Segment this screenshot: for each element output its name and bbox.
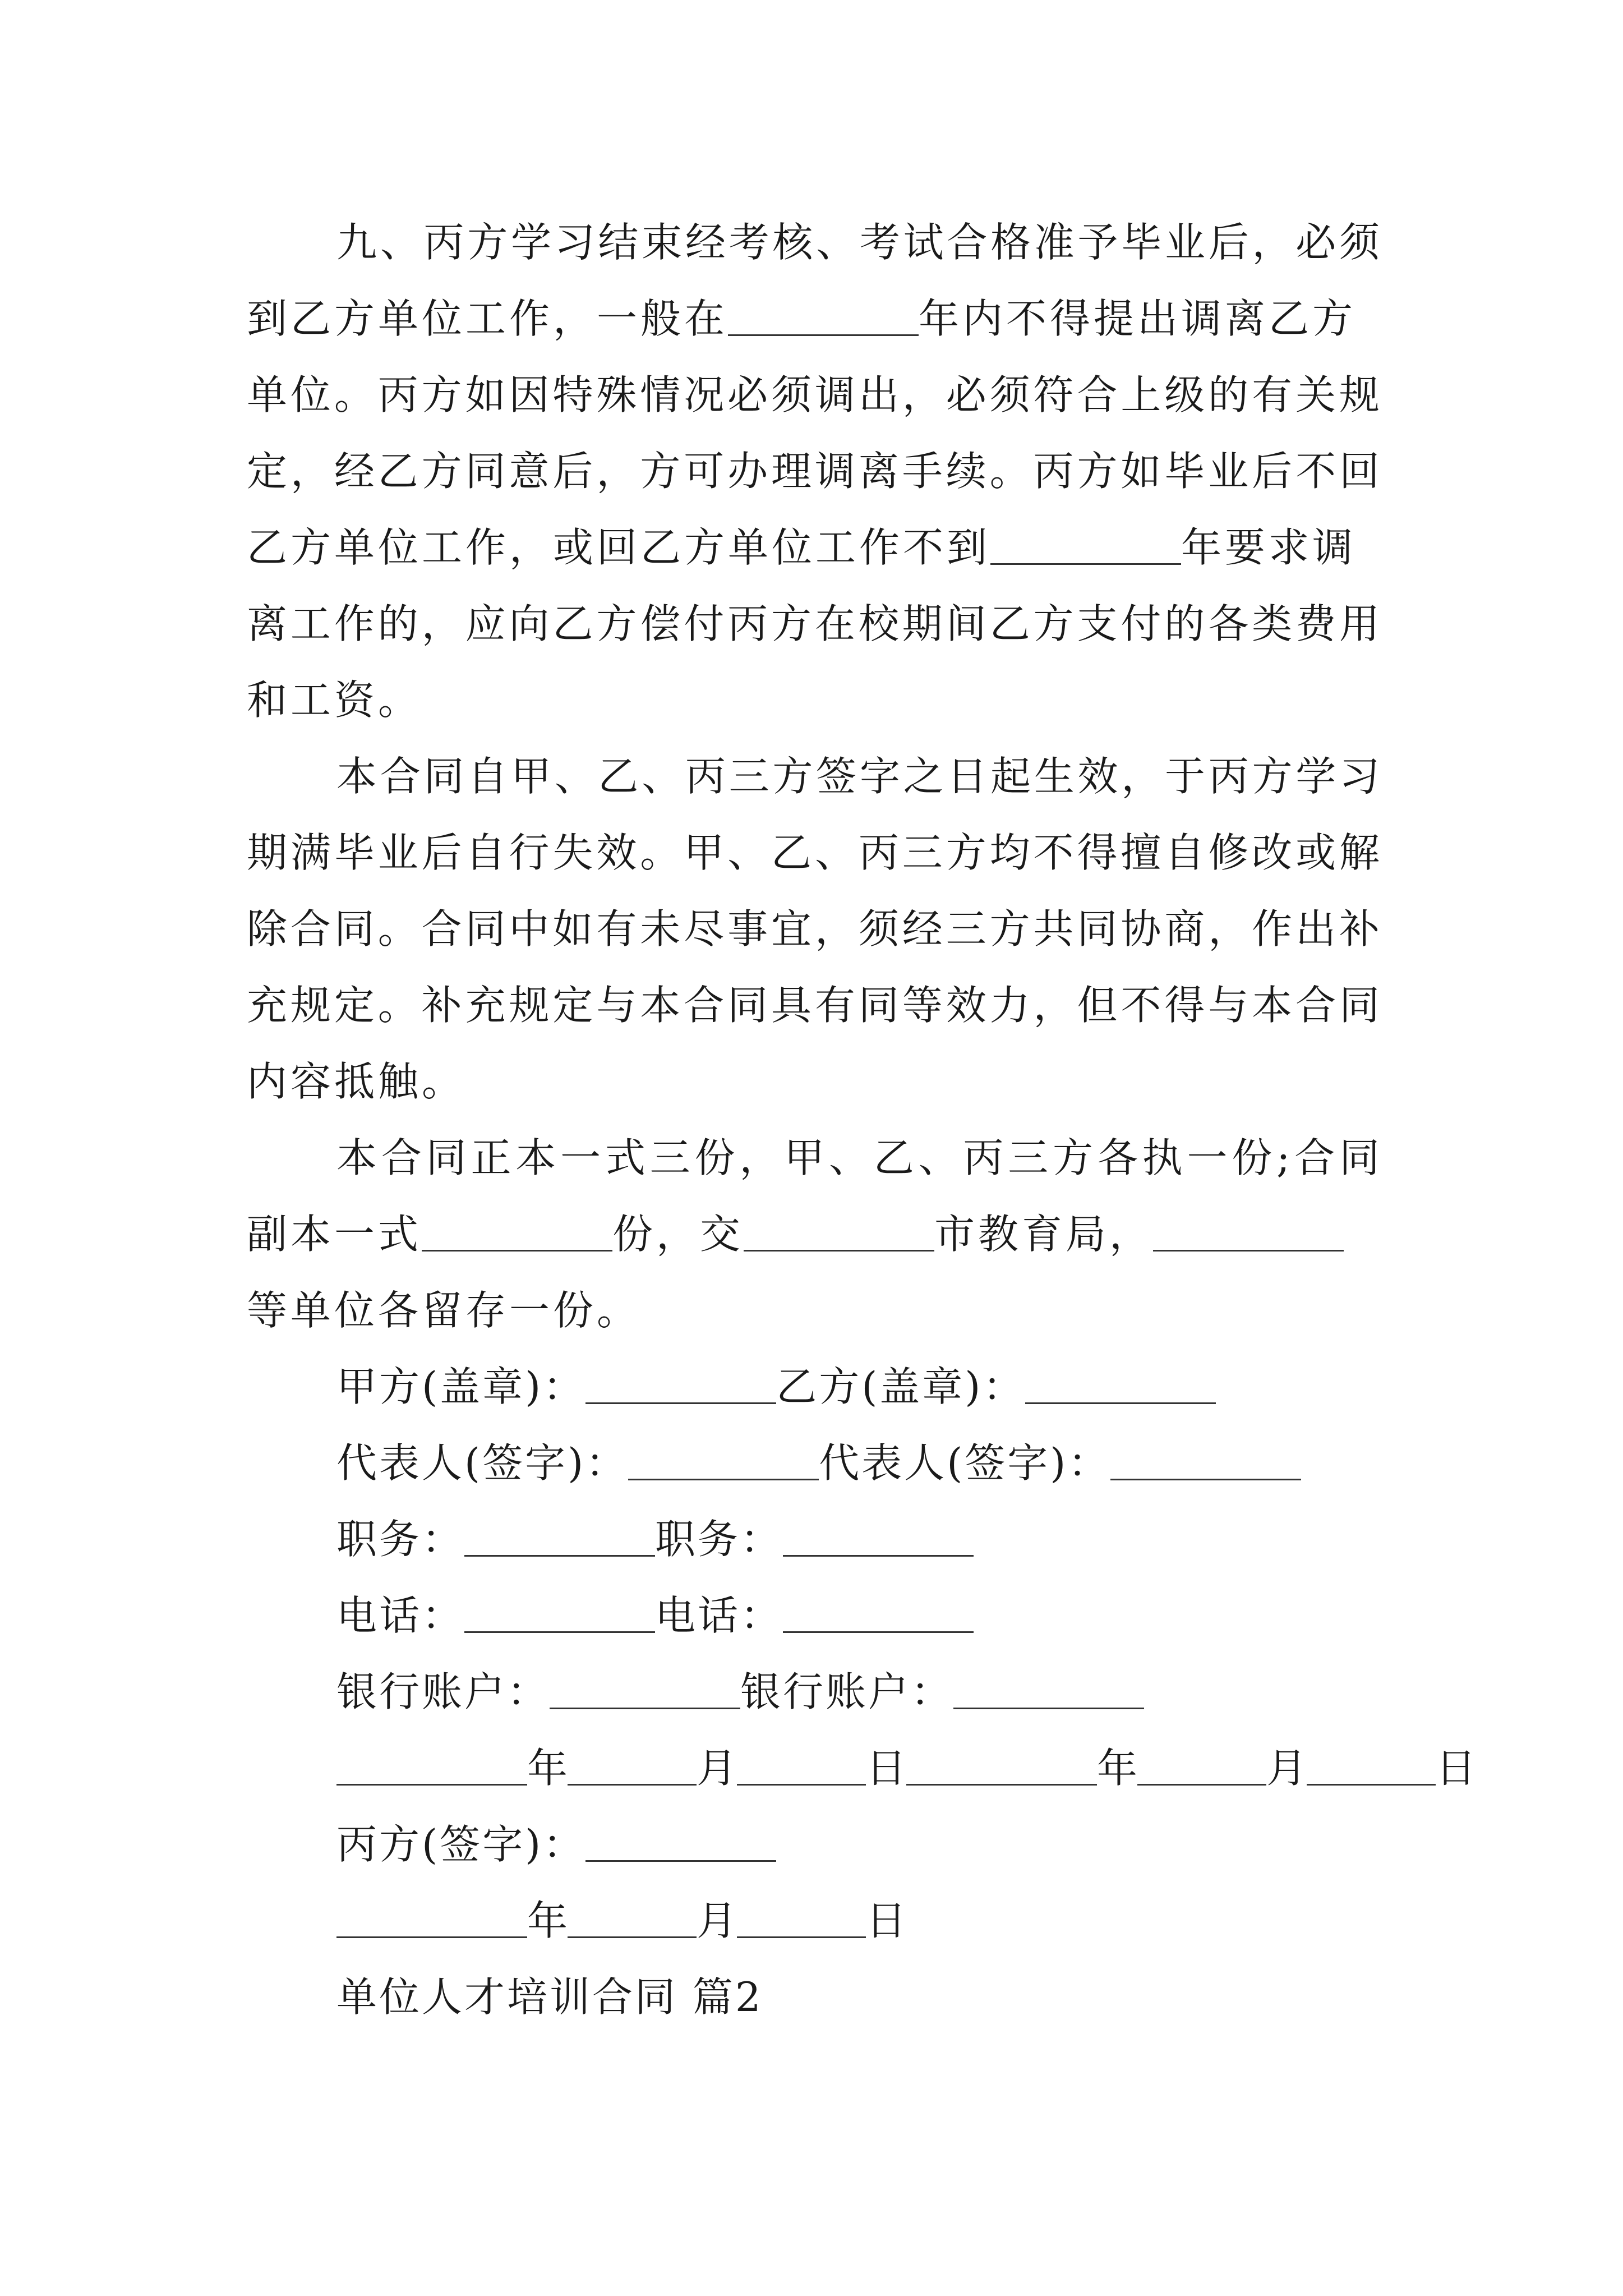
phone-row — [336, 1582, 1402, 1649]
date-b-day-label: 日 — [1436, 1745, 1477, 1792]
bank-a-blank[interactable] — [550, 1667, 740, 1709]
copies-line-3 — [247, 1277, 1380, 1344]
city-blank[interactable] — [744, 1209, 934, 1251]
date-b-year-blank[interactable] — [906, 1743, 1097, 1786]
title-b-blank[interactable] — [783, 1515, 974, 1557]
phone-b-label: 电话： — [655, 1592, 783, 1639]
date-a-day-label: 日 — [866, 1745, 907, 1792]
rep-b-label: 代表人(签字)： — [819, 1439, 1111, 1487]
party-c-row — [336, 1811, 1402, 1878]
para9-text-5b: 年要求调 — [1181, 524, 1357, 571]
bank-a-label: 银行账户： — [336, 1668, 550, 1715]
para9-line-7 — [247, 666, 1380, 734]
date-a-month-label: 月 — [697, 1745, 737, 1792]
effect-text-5: 内容抵触。 — [247, 1058, 466, 1105]
effect-text-3: 除合同。合同中如有未尽事宜，须经三方共同协商，作出补 — [247, 905, 1380, 953]
rep-a-blank[interactable] — [628, 1438, 819, 1480]
title-row — [336, 1506, 1402, 1573]
party-b-seal-label: 乙方(盖章)： — [776, 1363, 1026, 1410]
date-c-year-blank[interactable] — [336, 1896, 527, 1938]
rep-a-label: 代表人(签字)： — [336, 1439, 629, 1487]
date-b-month-label: 月 — [1266, 1745, 1307, 1792]
date-b-month-blank[interactable] — [1137, 1743, 1266, 1786]
para9-text-4: 定，经乙方同意后，方可办理调离手续。丙方如毕业后不回 — [247, 448, 1380, 495]
years-blank-2[interactable] — [990, 523, 1181, 565]
seal-row — [336, 1353, 1402, 1420]
bank-b-label: 银行账户： — [740, 1668, 954, 1715]
party-b-seal-blank[interactable] — [1025, 1362, 1216, 1404]
bank-b-blank[interactable] — [953, 1667, 1144, 1709]
date-c-year-label: 年 — [527, 1897, 568, 1944]
para9-text-2a: 到乙方单位工作，一般在 — [247, 295, 728, 342]
date-c-day-label: 日 — [866, 1897, 907, 1944]
party-a-seal-blank[interactable] — [585, 1362, 776, 1404]
date-c-month-label: 月 — [697, 1897, 737, 1944]
rep-row — [336, 1429, 1402, 1497]
effect-text-1: 本合同自甲、乙、丙三方签字之日起生效，于丙方学习 — [336, 753, 1380, 800]
para9-text-7: 和工资。 — [247, 677, 422, 724]
effect-text-2: 期满毕业后自行失效。甲、乙、丙三方均不得擅自修改或解 — [247, 829, 1380, 876]
date-b-year-label: 年 — [1097, 1745, 1138, 1792]
para9-text-1: 九、丙方学习结束经考核、考试合格准予毕业后，必须 — [336, 219, 1380, 266]
effect-line-3 — [247, 895, 1380, 963]
title-b-label: 职务： — [655, 1516, 783, 1563]
date-row-c — [336, 1887, 1402, 1954]
bank-row — [336, 1658, 1402, 1726]
effect-line-5 — [247, 1048, 1380, 1115]
para9-text-2b: 年内不得提出调离乙方 — [919, 295, 1357, 342]
effect-text-4: 充规定。补充规定与本合同具有同等效力，但不得与本合同 — [247, 982, 1380, 1029]
years-blank-1[interactable] — [728, 294, 919, 336]
para9-line-4 — [247, 438, 1380, 505]
date-b-day-blank[interactable] — [1307, 1743, 1436, 1786]
para9-line-5 — [247, 514, 1380, 581]
copies-count-blank[interactable] — [422, 1209, 612, 1251]
para9-line-2 — [247, 285, 1380, 352]
para9-text-6: 离工作的，应向乙方偿付丙方在校期间乙方支付的各类费用 — [247, 600, 1380, 647]
date-a-year-label: 年 — [527, 1745, 568, 1792]
party-a-seal-label: 甲方(盖章)： — [336, 1363, 586, 1410]
title-a-label: 职务： — [336, 1516, 465, 1563]
date-a-month-blank[interactable] — [568, 1743, 697, 1786]
copies-line-1 — [336, 1124, 1380, 1191]
party-c-sign-label: 丙方(签字)： — [336, 1821, 586, 1868]
next-section-title: 单位人才培训合同 篇2 — [336, 1973, 763, 2021]
para9-text-3: 单位。丙方如因特殊情况必须调出，必须符合上级的有关规 — [247, 371, 1380, 418]
copies-text-3: 等单位各留存一份。 — [247, 1287, 641, 1334]
phone-a-label: 电话： — [336, 1592, 465, 1639]
title-a-blank[interactable] — [464, 1515, 655, 1557]
effect-line-4 — [247, 972, 1380, 1039]
date-c-day-blank[interactable] — [737, 1896, 866, 1938]
copies-line-2 — [247, 1200, 1380, 1268]
date-a-day-blank[interactable] — [737, 1743, 866, 1786]
effect-line-1 — [336, 743, 1380, 810]
copies-text-2c: 市教育局， — [934, 1211, 1154, 1258]
phone-a-blank[interactable] — [464, 1591, 655, 1633]
unit-blank[interactable] — [1153, 1209, 1344, 1251]
para9-text-5a: 乙方单位工作，或回乙方单位工作不到 — [247, 524, 991, 571]
phone-b-blank[interactable] — [783, 1591, 974, 1633]
party-c-sign-blank[interactable] — [585, 1820, 776, 1862]
para9-line-3 — [247, 361, 1380, 429]
date-c-month-blank[interactable] — [568, 1896, 697, 1938]
rep-b-blank[interactable] — [1110, 1438, 1301, 1480]
effect-line-2 — [247, 819, 1380, 886]
date-row-ab — [336, 1734, 1477, 1802]
copies-text-2b: 份，交 — [612, 1211, 744, 1258]
copies-text-1: 本合同正本一式三份，甲、乙、丙三方各执一份;合同 — [336, 1134, 1380, 1181]
copies-text-2a: 副本一式 — [247, 1211, 422, 1258]
date-a-year-blank[interactable] — [336, 1743, 527, 1786]
para9-line-6 — [247, 590, 1380, 657]
next-section-heading — [336, 1963, 1402, 2031]
para9-line-1 — [336, 209, 1380, 276]
